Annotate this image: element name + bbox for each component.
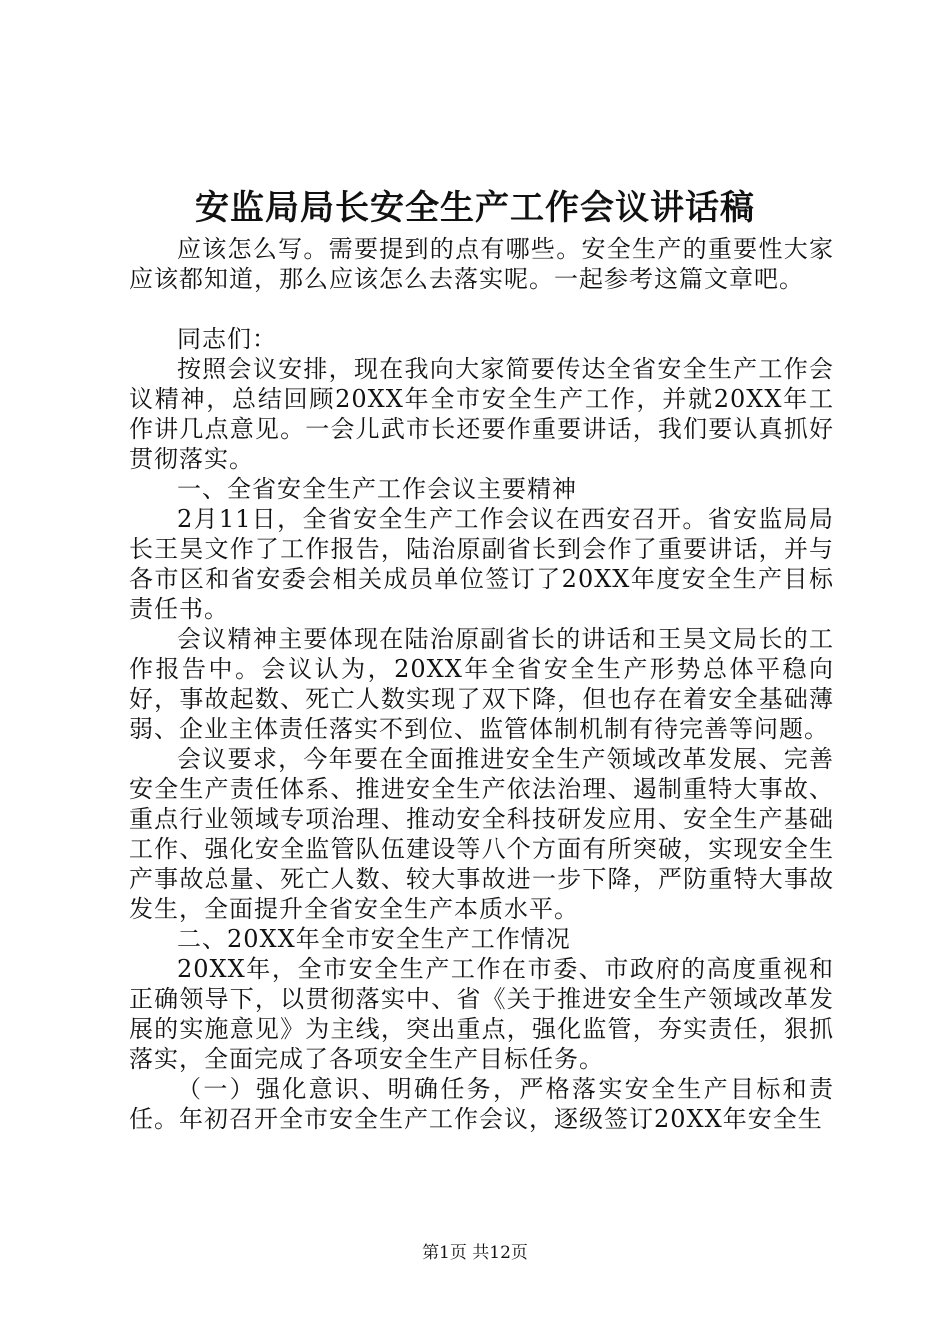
body-paragraph: 会议精神主要体现在陆治原副省长的讲话和王昊文局长的工作报告中。会议认为，20XX年全省安全生产形势总体平稳向好，事故起数、死亡人数实现了双下降，但也存在着安全基础薄弱、企业主体责任落实不到位、监管体制机制有待完善等问题。	[129, 625, 834, 743]
body-paragraph: 按照会议安排，现在我向大家简要传达全省安全生产工作会议精神，总结回顾20XX年全市安全生产工作，并就20XX年工作讲几点意见。一会儿武市长还要作重要讲话，我们要认真抓好贯彻落实。	[129, 355, 834, 473]
body-paragraph: 会议要求，今年要在全面推进安全生产领域改革发展、完善安全生产责任体系、推进安全生产依法治理、遏制重特大事故、重点行业领域专项治理、推动安全科技研发应用、安全生产基础工作、强化安全监管队伍建设等八个方面有所突破，实现安全生产事故总量、死亡人数、较大事故进一步下降，严防重特大事故发生，全面提升全省安全生产本质水平。	[129, 745, 834, 923]
intro-paragraph: 应该怎么写。需要提到的点有哪些。安全生产的重要性大家应该都知道，那么应该怎么去落实呢。一起参考这篇文章吧。	[129, 235, 834, 293]
body-paragraph: （一）强化意识、明确任务，严格落实安全生产目标和责任。年初召开全市安全生产工作会议，逐级签订20XX年安全生	[129, 1075, 834, 1133]
body-paragraph: 2月11日，全省安全生产工作会议在西安召开。省安监局局长王昊文作了工作报告，陆治原副省长到会作了重要讲话，并与各市区和省安委会相关成员单位签订了20XX年度安全生产目标责任书。	[129, 505, 834, 623]
salutation: 同志们：	[177, 325, 277, 353]
section-heading: 二、20XX年全市安全生产工作情况	[177, 925, 571, 953]
document-body	[129, 234, 834, 1134]
section-heading: 一、全省安全生产工作会议主要精神	[177, 475, 577, 503]
document-title: 安监局局长安全生产工作会议讲话稿	[195, 188, 755, 228]
page-indicator: 第1页 共12页	[422, 1243, 528, 1263]
body-paragraph: 20XX年，全市安全生产工作在市委、市政府的高度重视和正确领导下，以贯彻落实中、省《关于推进安全生产领域改革发展的实施意见》为主线，突出重点，强化监管，夯实责任，狠抓落实，全面完成了各项安全生产目标任务。	[129, 955, 834, 1073]
page-footer	[0, 1241, 950, 1265]
